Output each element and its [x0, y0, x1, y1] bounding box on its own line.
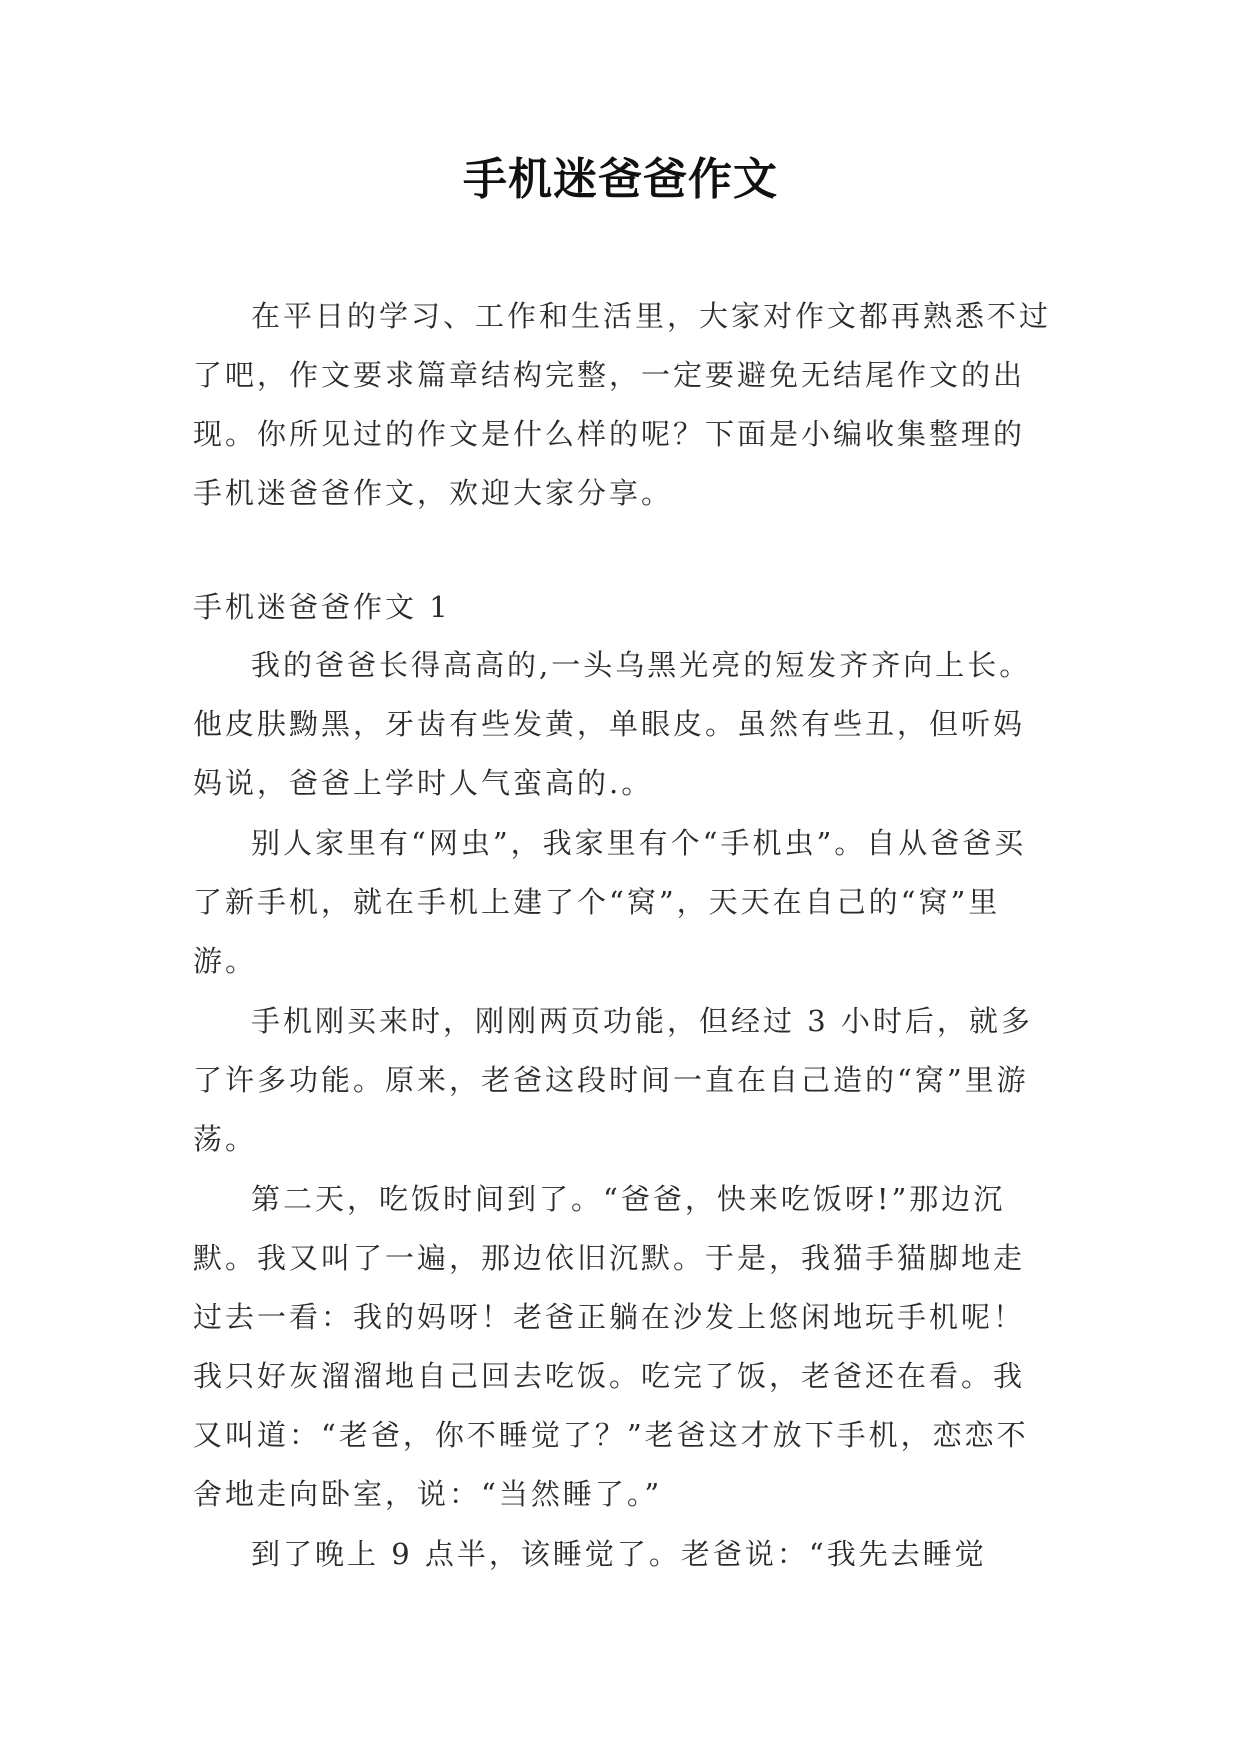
essay-paragraph-5: 到了晚上 9 点半，该睡觉了。老爸说：“我先去睡觉: [251, 1537, 987, 1571]
intro-block: [193, 287, 1055, 523]
essay-paragraph-2: 别人家里有“网虫”，我家里有个“手机虫”。自从爸爸买了新手机，就在手机上建了个“窝”，天天在自己的“窝”里游。: [193, 826, 1027, 978]
section-heading: 手机迷爸爸作文 1: [193, 590, 451, 624]
intro-paragraph: 在平日的学习、工作和生活里，大家对作文都再熟悉不过了吧，作文要求篇章结构完整，一定要避免无结尾作文的出现。你所见过的作文是什么样的呢？下面是小编收集整理的手机迷爸爸作文，欢迎大家分享。: [193, 299, 1052, 510]
essay-body: [193, 636, 1055, 1585]
essay-paragraph-4: 第二天，吃饭时间到了。“爸爸，快来吃饭呀!”那边沉默。我又叫了一遍，那边依旧沉默。于是，我猫手猫脚地走过去一看：我的妈呀！老爸正躺在沙发上悠闲地玩手机呢！我只好灰溜溜地自己回去吃饭。吃完了饭，老爸还在看。我又叫道：“老爸，你不睡觉了？”老爸这才放下手机，恋恋不舍地走向卧室，说：“当然睡了。”: [193, 1182, 1029, 1511]
document-title: 手机迷爸爸作文: [463, 154, 778, 205]
essay-paragraph-3: 手机刚买来时，刚刚两页功能，但经过 3 小时后，就多了许多功能。原来，老爸这段时间一直在自己造的“窝”里游荡。: [193, 1004, 1033, 1156]
essay-paragraph-1: 我的爸爸长得高高的,一头乌黑光亮的短发齐齐向上长。他皮肤黝黑，牙齿有些发黄，单眼皮。虽然有些丑，但听妈妈说，爸爸上学时人气蛮高的.。: [193, 648, 1032, 800]
